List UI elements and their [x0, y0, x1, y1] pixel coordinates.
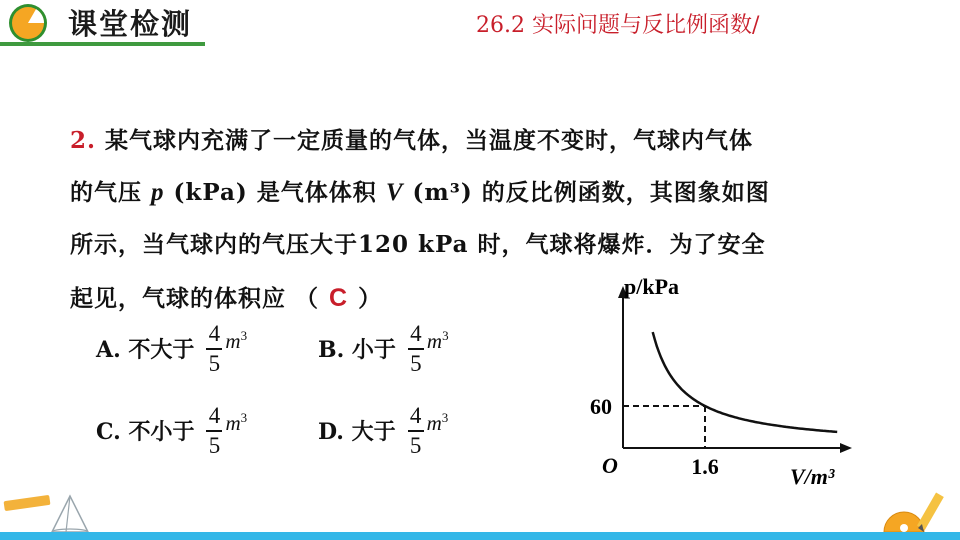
lesson-title: 26.2 实际问题与反比例函数/: [476, 13, 760, 38]
option-b-unit: $m^3$: [426, 327, 449, 353]
option-c[interactable]: [96, 404, 247, 458]
question-text-1: 某气球内充满了一定质量的气体，当温度不变时，气球内气体: [105, 127, 754, 154]
question-line-2: [70, 174, 770, 207]
footer-bar: [0, 532, 960, 540]
question-text-2b: (kPa) 是气体体积: [164, 179, 386, 206]
y-axis-label: p/kPa: [624, 274, 680, 299]
option-a-fraction: $\frac{4}{5}$: [206, 322, 222, 376]
pie-chart-icon: [4, 2, 52, 44]
option-b-label: B. 小于: [318, 337, 396, 364]
question-line-1: [70, 122, 753, 155]
option-b[interactable]: [318, 322, 449, 376]
option-d-unit: $m^3$: [426, 409, 449, 435]
header: [0, 0, 960, 46]
question-text-3: 所示，当气球内的气压大于120 kPa 时，气球将爆炸．为了安全: [70, 231, 766, 258]
question-line-3: [70, 226, 766, 259]
option-b-fraction: $\frac{4}{5}$: [408, 322, 424, 376]
option-c-label: C. 不小于: [96, 419, 195, 446]
origin-label: O: [602, 453, 618, 478]
question-text-2a: 的气压: [70, 179, 152, 206]
y-tick-label: 60: [590, 394, 612, 419]
option-d[interactable]: [318, 404, 448, 458]
x-axis-label: V/m³: [790, 464, 835, 489]
inverse-function-graph: [580, 266, 860, 498]
option-c-unit: $m^3$: [225, 409, 248, 435]
option-c-fraction: $\frac{4}{5}$: [206, 404, 222, 458]
option-d-label: D. 大于: [318, 419, 396, 446]
question-line-4: [70, 280, 382, 313]
variable-v: V: [385, 179, 404, 206]
question-text-2c: (m³) 的反比例函数，其图象如图: [403, 179, 770, 206]
question-text-4a: 起见，气球的体积应 （: [70, 285, 320, 312]
question-number: 2.: [70, 127, 97, 154]
option-a-unit: $m^3$: [225, 327, 248, 353]
title-underline: [0, 42, 205, 46]
option-a-label: A. 不大于: [96, 337, 195, 364]
option-a[interactable]: [96, 322, 247, 376]
question-text-4b: ）: [358, 285, 383, 312]
variable-p: p: [151, 179, 165, 206]
function-curve: [653, 332, 838, 432]
geometry-logo-icon: [2, 492, 94, 536]
option-d-fraction: $\frac{4}{5}$: [408, 404, 424, 458]
pencil-protractor-icon: [882, 488, 956, 534]
x-tick-label: 1.6: [691, 454, 719, 479]
page-title: 课堂检测: [68, 7, 193, 41]
answer-text: C: [329, 284, 349, 312]
x-axis-arrow: [840, 443, 852, 453]
